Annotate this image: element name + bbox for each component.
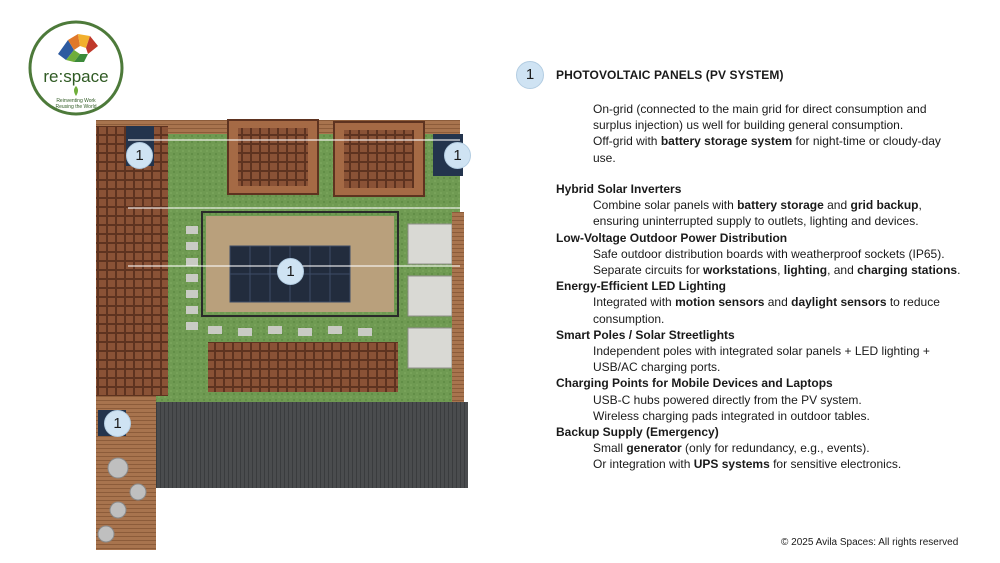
feature-title: Hybrid Solar Inverters: [556, 182, 682, 196]
feature-bold-text: grid backup: [850, 198, 919, 213]
pv-marker-bottom-left: 1: [104, 410, 131, 437]
top-pavilion-left: [228, 120, 318, 194]
feature-section: [556, 424, 986, 473]
right-shade-structures: [408, 224, 452, 368]
feature-line: [556, 246, 986, 262]
pv-marker-center: 1: [277, 258, 304, 285]
feature-section: [556, 327, 986, 376]
pv-marker-top-left: 1: [126, 142, 153, 169]
feature-line: [556, 294, 986, 310]
feature-text: Independent poles with integrated solar panels + LED lighting +: [593, 344, 930, 359]
section-heading: PHOTOVOLTAIC PANELS (PV SYSTEM): [556, 68, 784, 82]
feature-text: for sensitive electronics.: [769, 457, 902, 472]
logo-tagline-2: Reusing the World: [55, 104, 97, 110]
feature-text: ensuring uninterrupted supply to outlets, lighting and devices.: [593, 214, 919, 229]
pv-desc-text: Off-grid with: [593, 134, 661, 149]
feature-line: [556, 213, 986, 229]
feature-line: [556, 343, 986, 359]
pv-marker-top-right: 1: [444, 142, 471, 169]
feature-text: Integrated with: [593, 295, 676, 310]
feature-section: [556, 181, 986, 230]
feature-title: Backup Supply (Emergency): [556, 425, 719, 440]
pv-desc-text: for night-time or cloudy-day: [792, 134, 941, 149]
feature-text: ,: [918, 198, 922, 213]
building-roof: [156, 402, 468, 488]
feature-text: USB/AC charging ports.: [593, 360, 721, 375]
pv-desc-line: surplus injection) us well for building general consumption.: [593, 118, 904, 133]
feature-bold-text: generator: [626, 441, 682, 456]
feature-bold-text: lighting: [783, 263, 828, 278]
pv-desc-line: On-grid (connected to the main grid for direct consumption and: [593, 102, 927, 116]
feature-bold-text: workstations: [703, 263, 778, 278]
pv-desc-line: [593, 133, 973, 149]
pv-desc-bold: battery storage system: [660, 134, 793, 149]
feature-line: [556, 197, 986, 213]
right-edge-deck: [452, 212, 464, 402]
feature-text: Safe outdoor distribution boards with weatherproof sockets (IP65).: [593, 246, 945, 261]
feature-text: and: [823, 198, 851, 213]
feature-text: ,: [777, 263, 784, 278]
feature-text: Wireless charging pads integrated in outdoor tables.: [593, 408, 870, 423]
feature-title: Energy-Efficient LED Lighting: [556, 279, 726, 294]
feature-bold-text: battery storage: [737, 198, 824, 213]
feature-title: Smart Poles / Solar Streetlights: [556, 327, 735, 342]
feature-text: , and: [827, 263, 858, 278]
feature-title: Charging Points for Mobile Devices and Laptops: [556, 376, 833, 391]
feature-text: to reduce: [886, 295, 940, 310]
feature-text: USB-C hubs powered directly from the PV system.: [593, 392, 862, 407]
pv-description: [593, 101, 973, 166]
feature-text: Separate circuits for: [593, 263, 704, 278]
feature-section: [556, 230, 986, 279]
feature-text: Small: [593, 441, 627, 456]
feature-line: [556, 392, 986, 408]
heading-marker: 1: [516, 61, 544, 89]
lower-pergola: [208, 342, 398, 392]
feature-sections: [556, 181, 986, 473]
feature-line: [556, 440, 986, 456]
feature-title: Low-Voltage Outdoor Power Distribution: [556, 230, 788, 245]
feature-line: [556, 311, 986, 327]
feature-text: Or integration with: [593, 457, 694, 472]
respace-logo: [28, 20, 124, 116]
feature-section: [556, 278, 986, 327]
feature-bold-text: daylight sensors: [791, 295, 887, 310]
feature-bold-text: UPS systems: [693, 457, 770, 472]
top-pavilion-right: [334, 122, 424, 196]
feature-line: [556, 456, 986, 472]
feature-text: Combine solar panels with: [593, 198, 738, 213]
feature-bold-text: motion sensors: [675, 295, 765, 310]
site-plan: [88, 116, 470, 556]
feature-bold-text: charging stations: [857, 263, 958, 278]
feature-line: [556, 262, 986, 278]
feature-text: .: [957, 263, 961, 278]
logo-tagline-1: Reinventing Work: [56, 98, 96, 104]
logo-brand: re:space: [43, 67, 109, 86]
feature-section: [556, 375, 986, 424]
feature-text: (only for redundancy, e.g., events).: [681, 441, 870, 456]
feature-line: [556, 359, 986, 375]
feature-line: [556, 408, 986, 424]
pv-desc-line: use.: [593, 150, 616, 165]
feature-text: and: [764, 295, 792, 310]
feature-text: consumption.: [593, 311, 665, 326]
copyright-notice: © 2025 Avila Spaces: All rights reserved: [781, 537, 959, 548]
